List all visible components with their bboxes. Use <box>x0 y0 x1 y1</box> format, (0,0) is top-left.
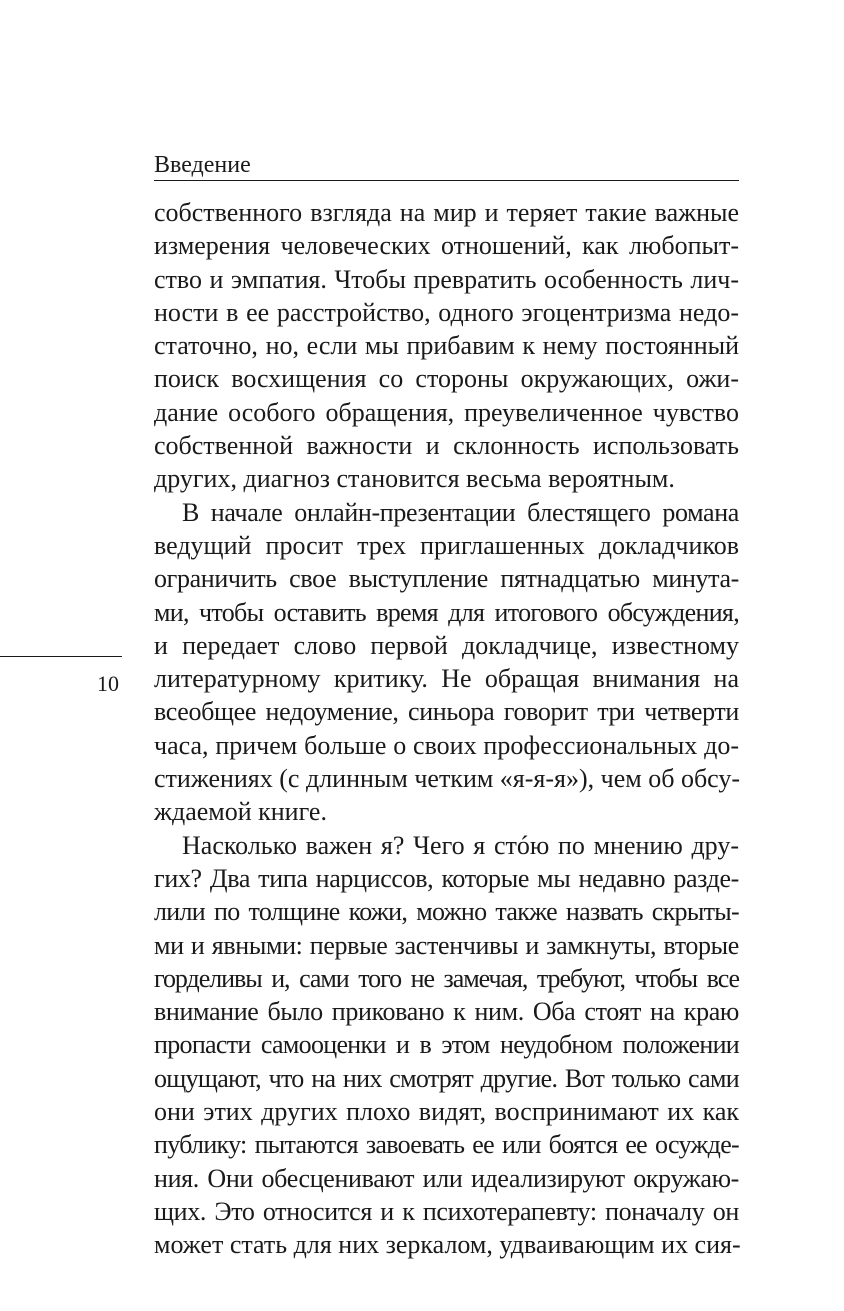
text-line: литературному критику. Не обращая внимания на <box>154 664 739 694</box>
text-line: собственной важности и склонность использовать <box>154 431 739 461</box>
page-number: 10 <box>97 671 119 696</box>
text-line: ограничить свое выступление пятнадцатью минута- <box>154 564 739 594</box>
text-line: лили по толщине кожи, можно также назвать скрыты- <box>154 897 739 927</box>
text-line: В начале онлайн-презентации блестящего романа <box>182 497 739 527</box>
text-line: ждаемой книге. <box>154 797 327 827</box>
text-line: статочно, но, если мы прибавим к нему постоянный <box>154 331 739 361</box>
body-text <box>154 196 739 1262</box>
text-line: ми, чтобы оставить время для итогового обсуждения, <box>154 597 739 627</box>
text-line: может стать для них зеркалом, удваивающим их сия- <box>154 1230 741 1260</box>
text-line: пропасти самооценки и в этом неудобном положении <box>154 1030 739 1060</box>
text-line: внимание было приковано к ним. Оба стоят на краю <box>154 997 739 1027</box>
text-line: ности в ее расстройство, одного эгоцентризма недо- <box>154 297 739 327</box>
text-line: горделивы и, сами того не замечая, требуют, чтобы все <box>154 963 739 993</box>
text-line: других, диагноз становится весьма вероятным. <box>154 464 675 494</box>
text-line: собственного взгляда на мир и теряет такие важные <box>154 198 739 227</box>
text-line: Насколько важен я? Чего я стóю по мнению дру- <box>182 830 739 860</box>
header-rule <box>154 180 739 181</box>
text-line: ния. Они обесценивают или идеализируют окружаю- <box>154 1163 739 1193</box>
text-line: часа, причем больше о своих профессиональных до- <box>154 730 739 760</box>
text-line: ство и эмпатия. Чтобы превратить особенность лич- <box>154 264 739 294</box>
text-line: измерения человеческих отношений, как любопыт- <box>154 231 739 261</box>
text-line: они этих других плохо видят, воспринимают их как <box>154 1097 739 1127</box>
text-line: ведущий просит трех приглашенных докладчиков <box>154 530 739 560</box>
text-line: публику: пытаются завоевать ее или боятся ее осужде- <box>154 1130 739 1160</box>
text-line: ощущают, что на них смотрят другие. Вот только сами <box>154 1063 739 1093</box>
margin-rule <box>0 656 122 657</box>
text-line: щих. Это относится и к психотерапевту: поначалу он <box>154 1196 739 1226</box>
text-line: стижениях (с длинным четким «я-я-я»), чем об обсу- <box>154 764 741 794</box>
text-line: поиск восхищения со стороны окружающих, ожи- <box>154 364 739 394</box>
text-line: дание особого обращения, преувеличенное чувство <box>154 397 739 427</box>
text-line: всеобщее недоумение, синьора говорит три четверти <box>154 697 739 727</box>
text-line: и передает слово первой докладчице, известному <box>154 630 739 660</box>
running-head: Введение <box>154 152 251 178</box>
text-line: гих? Два типа нарциссов, которые мы недавно разде- <box>154 863 739 893</box>
text-line: ми и явными: первые застенчивы и замкнуты, вторые <box>154 930 739 960</box>
